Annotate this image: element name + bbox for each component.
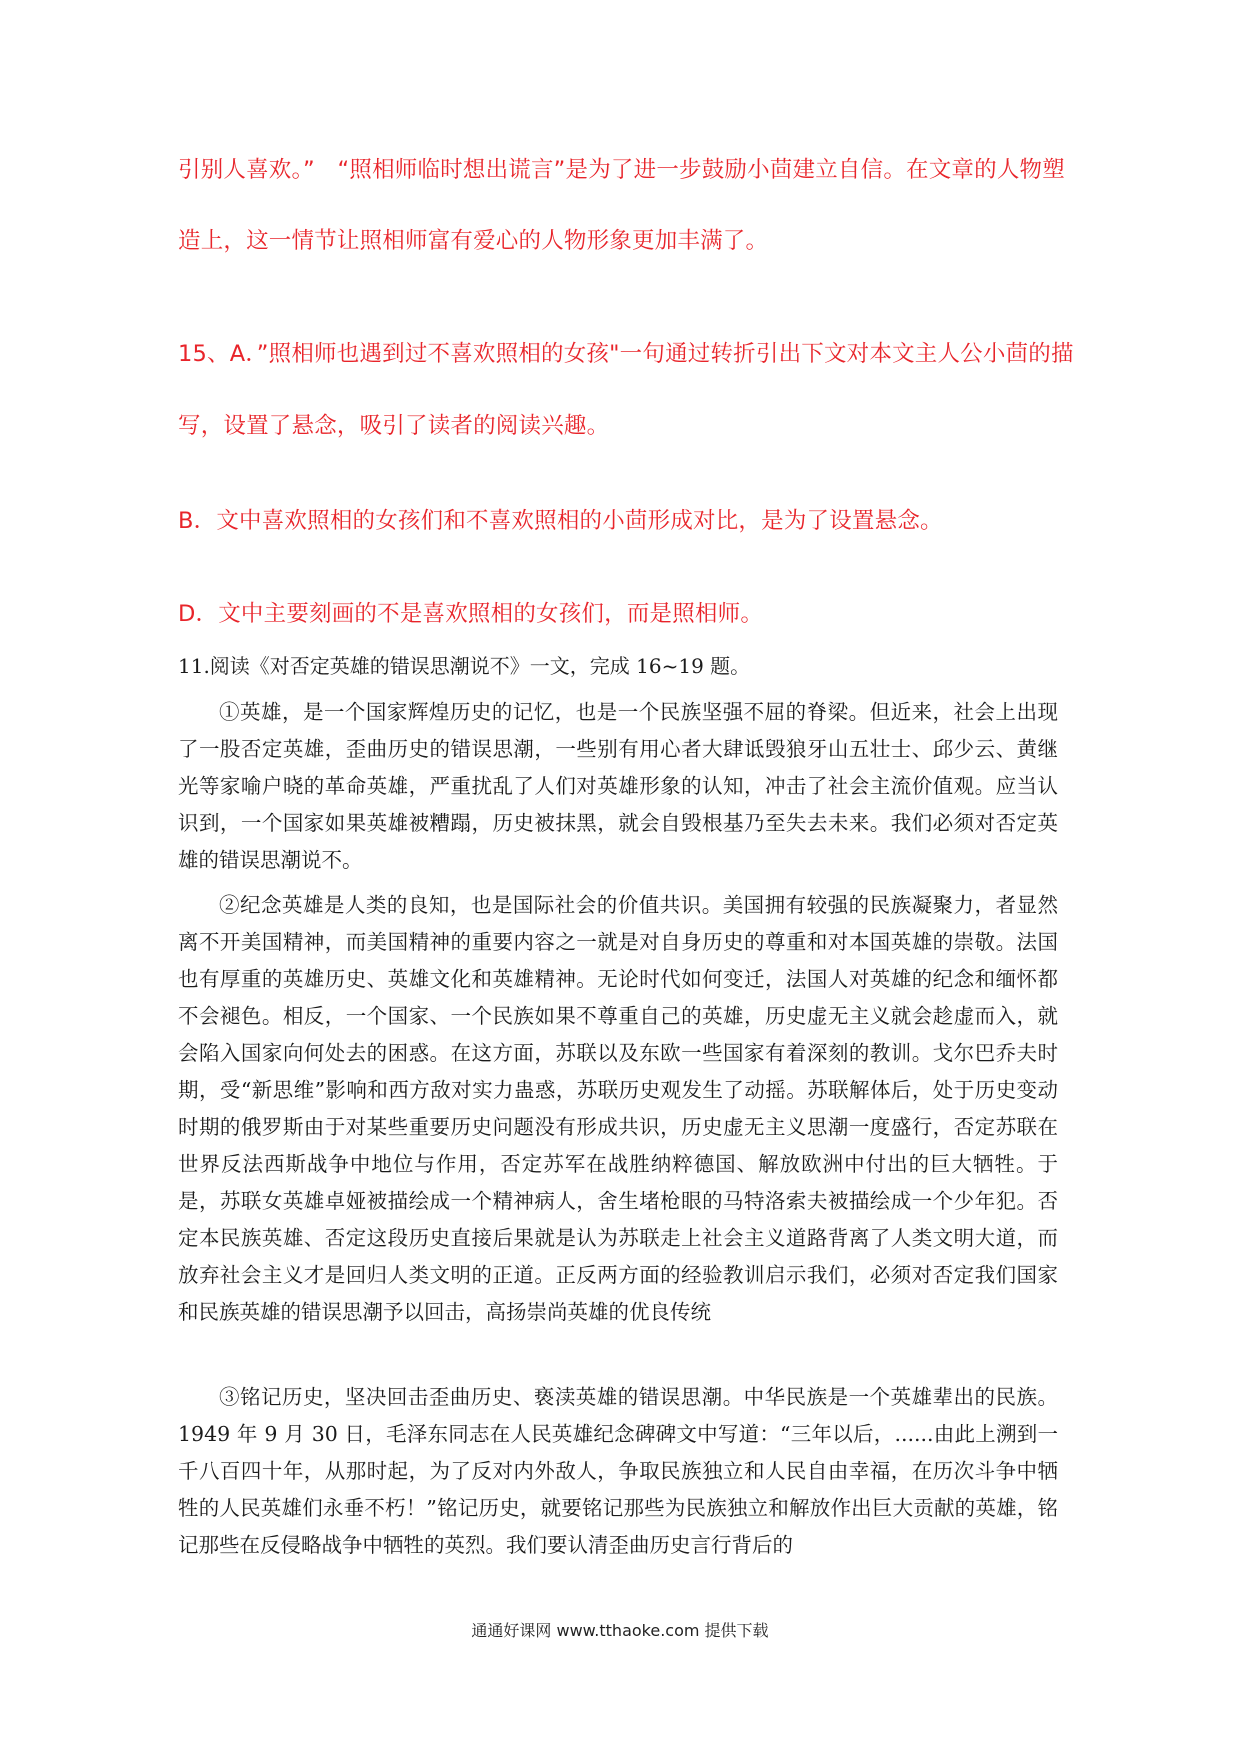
paragraph-3: ③铭记历史，坚决回击歪曲历史、亵渎英雄的错误思潮。中华民族是一个英雄辈出的民族。1949 年 9 月 30 日，毛泽东同志在人民英雄纪念碑碑文中写道：“三年以后，......由此上溯到一千八百四十年，从那时起，为了反对内外敌人，争取民族独立和人民自由幸福，在历次斗争中牺牲的人民英雄们永垂不朽！”铭记历史，就要铭记那些为民族独立和解放作出巨大贡献的英雄，铭记那些在反侵略战争中牺牲的英烈。我们要认清歪曲历史言行背后的 (178, 1385, 1058, 1557)
answer-line-1: 引别人喜欢。” “照相师临时想出谎言”是为了进一步鼓励小茴建立自信。在文章的人物塑 (178, 157, 1065, 183)
answer-line-4: 写，设置了悬念，吸引了读者的阅读兴趣。 (178, 413, 610, 439)
answer-line-5: B．文中喜欢照相的女孩们和不喜欢照相的小茴形成对比，是为了设置悬念。 (178, 508, 943, 534)
paragraph-1: ①英雄，是一个国家辉煌历史的记忆，也是一个民族坚强不屈的脊梁。但近来，社会上出现了一股否定英雄，歪曲历史的错误思潮，一些别有用心者大肆诋毁狼牙山五壮士、邱少云、黄继光等家喻户晓的革命英雄，严重扰乱了人们对英雄形象的认知，冲击了社会主流价值观。应当认识到，一个国家如果英雄被糟蹋，历史被抹黑，就会自毁根基乃至失去未来。我们必须对否定英雄的错误思潮说不。 (178, 700, 1058, 872)
answer-line-2: 造上，这一情节让照相师富有爱心的人物形象更加丰满了。 (178, 228, 769, 254)
question-title: 11.阅读《对否定英雄的错误思潮说不》一文，完成 16~19 题。 (178, 654, 751, 678)
page-footer: 通通好课网 www.tthaoke.com 提供下载 (471, 1621, 769, 1640)
paragraph-2: ②纪念英雄是人类的良知，也是国际社会的价值共识。美国拥有较强的民族凝聚力，者显然离不开美国精神，而美国精神的重要内容之一就是对自身历史的尊重和对本国英雄的崇敬。法国也有厚重的英雄历史、英雄文化和英雄精神。无论时代如何变迁，法国人对英雄的纪念和缅怀都不会褪色。相反，一个国家、一个民族如果不尊重自己的英雄，历史虚无主义就会趁虚而入，就会陷入国家向何处去的困惑。在这方面，苏联以及东欧一些国家有着深刻的教训。戈尔巴乔夫时期，受“新思维”影响和西方敌对实力蛊惑，苏联历史观发生了动摇。苏联解体后，处于历史变动时期的俄罗斯由于对某些重要历史问题没有形成共识，历史虚无主义思潮一度盛行，否定苏联在世界反法西斯战争中地位与作用，否定苏军在战胜纳粹德国、解放欧洲中付出的巨大牺牲。于是，苏联女英雄卓娅被描绘成一个精神病人，舍生堵枪眼的马特洛索夫被描绘成一个少年犯。否定本民族英雄、否定这段历史直接后果就是认为苏联走上社会主义道路背离了人类文明大道，而放弃社会主义才是回归人类文明的正道。正反两方面的经验教训启示我们，必须对否定我们国家和民族英雄的错误思潮予以回击，高扬崇尚英雄的优良传统 (178, 893, 1058, 1324)
answer-line-3: 15、A．”照相师也遇到过不喜欢照相的女孩"一句通过转折引出下文对本文主人公小茴的描 (178, 341, 1074, 367)
answer-line-6: D．文中主要刻画的不是喜欢照相的女孩们，而是照相师。 (178, 601, 764, 627)
